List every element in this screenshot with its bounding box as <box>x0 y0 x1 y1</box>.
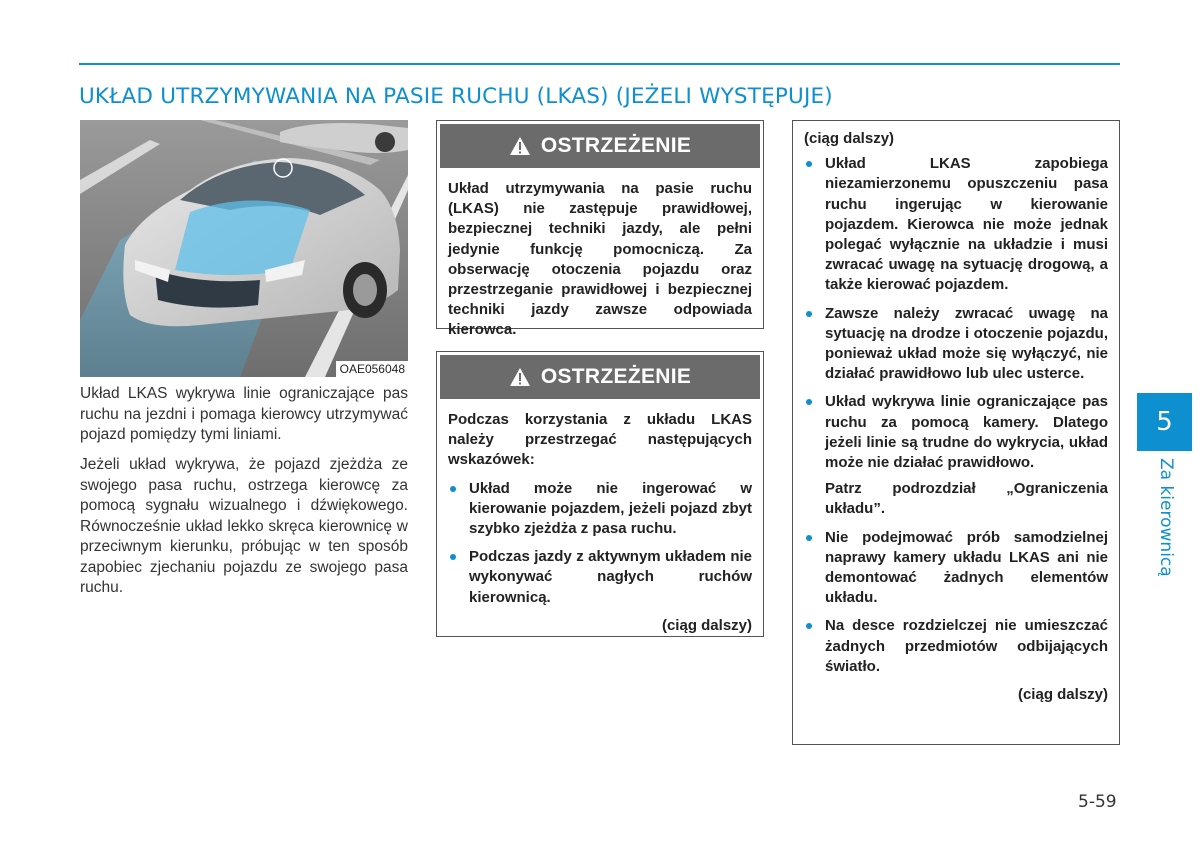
warning-header-label: OSTRZEŻENIE <box>540 134 692 157</box>
list-item: Nie podejmować prób samodzielnej naprawy kamery układu LKAS ani nie demontować żadnych elementów układu. <box>804 528 1108 609</box>
continued-label: (ciąg dalszy) <box>1017 686 1108 704</box>
chapter-label-text: Za kierownicą <box>1156 458 1176 577</box>
continuation-head: (ciąg dalszy) <box>804 130 895 147</box>
warning-triangle-icon <box>509 367 531 387</box>
description-paragraph: Jeżeli układ wykrywa, że pojazd zjeżdża ze swojego pasa ruchu, ostrzega kierowcę za pomocą sygnału wizualnego i dźwiękowego. Równocześnie układ lekko skręca kierownicę w przeciwnym kierunku, próbując w ten sposób zapobiec zjechaniu pojazdu ze swojego pasa ruchu. <box>80 456 408 596</box>
warning-header <box>440 124 760 168</box>
bullet-dot-icon <box>806 311 812 317</box>
warning-bullet-list <box>448 479 752 608</box>
list-item: Na desce rozdzielczej nie umieszczać żadnych przedmiotów odbijających światło. <box>804 616 1108 677</box>
bullet-dot-icon <box>450 554 456 560</box>
continued-label: (ciąg dalszy) <box>661 616 752 634</box>
car-lane-camera-illustration <box>80 120 408 377</box>
warning-text: Układ utrzymywania na pasie ruchu (LKAS) nie zastępuje prawidłowej, bezpiecznej techniki jazdy, ale pełni jedynie funkcję pomocniczą. Za obserwację otoczenia pojazdu oraz przestrzeganie prawidłowej i bezpiecznej techniki jazdy zawsze odpowiada kierowca. <box>448 180 752 339</box>
page-title: UKŁAD UTRZYMYWANIA NA PASIE RUCHU (LKAS) (JEŻELI WYSTĘPUJE) <box>79 84 833 109</box>
figure-code: OAE056048 <box>336 361 408 377</box>
page-number: 5-59 <box>1078 792 1117 812</box>
reference-note: Patrz podrozdział „Ograniczenia układu”. <box>825 480 1108 518</box>
warning-box-1 <box>436 120 764 339</box>
list-item: Zawsze należy zwracać uwagę na sytuację na drodze i otoczenie pojazdu, ponieważ układ może się wyłączyć, nie działać prawidłowo lub ulec usterce. <box>804 304 1108 385</box>
list-item: Układ LKAS zapobiega niezamierzonemu opuszczeniu pasa ruchu ingerując w kierowanie pojazdem. Kierowca nie może jednak polegać wyłącznie na układzie i musi zwracać uwagę na sytuację drogową, a także kierować pojazdem. <box>804 154 1108 295</box>
warning-header-label: OSTRZEŻENIE <box>540 365 692 388</box>
bullet-dot-icon <box>450 486 456 492</box>
warning-box-2 <box>436 351 764 637</box>
list-item: Podczas jazdy z aktywnym układem nie wykonywać nagłych ruchów kierownicą. <box>448 547 752 608</box>
bullet-dot-icon <box>806 161 812 167</box>
list-item: Układ może nie ingerować w kierowanie pojazdem, jeżeli pojazd zbyt szybko zjeżdża z pasa ruchu. <box>448 479 752 540</box>
chapter-label <box>1150 458 1180 578</box>
list-item: Układ wykrywa linie ograniczające pas ruchu za pomocą kamery. Dlatego jeżeli linie są trudne do wykrycia, układ może nie działać prawidłowo. <box>804 392 1108 473</box>
continuation-box <box>792 120 1120 745</box>
bullet-dot-icon <box>806 623 812 629</box>
bullet-dot-icon <box>806 535 812 541</box>
continuation-bullet-list-2 <box>804 528 1108 677</box>
continuation-bullet-list <box>804 154 1108 473</box>
chapter-tab: 5 <box>1137 393 1192 451</box>
warning-header <box>440 355 760 399</box>
bullet-dot-icon <box>806 399 812 405</box>
intro-paragraph: Układ LKAS wykrywa linie ograniczające pas ruchu na jezdni i pomaga kierowcy utrzymywać pojazd pomiędzy tymi liniami. <box>80 385 408 443</box>
top-rule <box>79 63 1120 65</box>
warning-triangle-icon <box>509 136 531 156</box>
warning-intro: Podczas korzystania z układu LKAS należy przestrzegać następujących wskazówek: <box>448 411 752 469</box>
